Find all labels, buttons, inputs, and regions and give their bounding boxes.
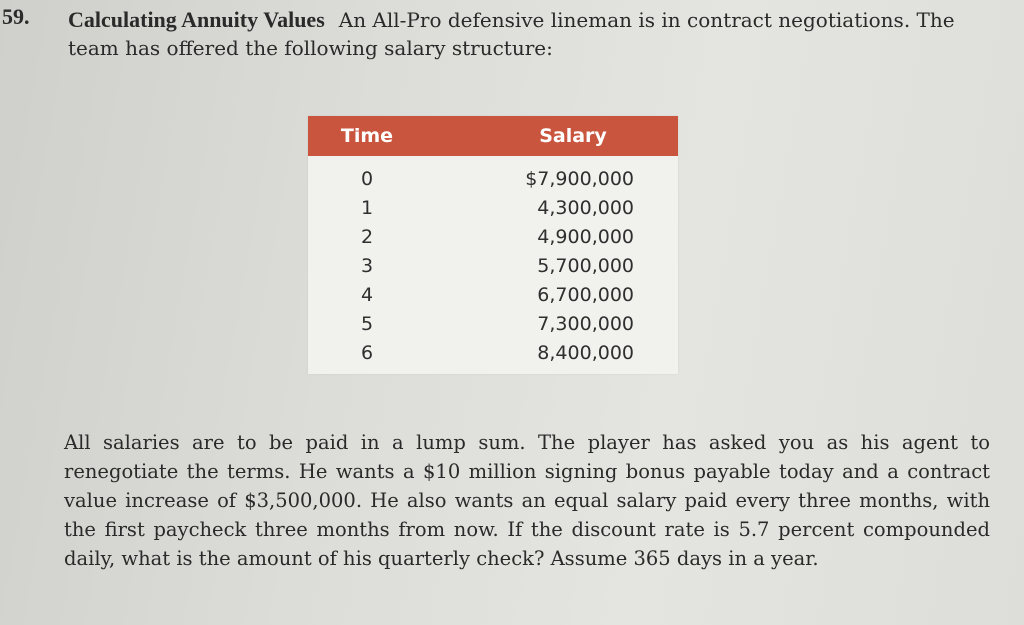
salary-cell: 6,700,000 (537, 284, 634, 306)
table-row (308, 168, 678, 197)
problem-number: 59. (2, 4, 30, 29)
salary-cell: 5,700,000 (537, 255, 634, 277)
salary-cell: 8,400,000 (537, 342, 634, 364)
salary-table (308, 116, 678, 374)
salary-cell: $7,900,000 (525, 168, 634, 190)
table-row (308, 342, 678, 371)
problem-intro (68, 6, 998, 62)
salary-cell: 7,300,000 (537, 313, 634, 335)
header-time: Time (340, 125, 394, 147)
problem-title: Calculating Annuity Values (68, 7, 325, 32)
header-salary: Salary (539, 125, 607, 147)
table-row (308, 255, 678, 284)
table-row (308, 313, 678, 342)
problem-body: All salaries are to be paid in a lump sum. The player has asked you as his agent to renegotiate the terms. He wants a $10 million signing bonus payable today and a contract value increase of $3,500,000. He also wants an equal salary paid every three months, with the first paycheck three months from now. If the discount rate is 5.7 percent compounded daily, what is the amount of his quarterly check? Assume 365 days in a year. (64, 431, 990, 570)
table-body (308, 168, 678, 371)
time-cell: 6 (360, 342, 374, 364)
time-cell: 0 (360, 168, 374, 190)
time-cell: 2 (360, 226, 374, 248)
table-header (308, 116, 678, 156)
time-cell: 1 (360, 197, 374, 219)
time-cell: 3 (360, 255, 374, 277)
salary-cell: 4,300,000 (537, 197, 634, 219)
time-cell: 4 (360, 284, 374, 306)
table-row (308, 197, 678, 226)
salary-cell: 4,900,000 (537, 226, 634, 248)
table-row (308, 284, 678, 313)
table-row (308, 226, 678, 255)
time-cell: 5 (360, 313, 374, 335)
problem-intro-text: An All-Pro defensive lineman is in contract negotiations. The team has offered the following salary structure: (68, 8, 955, 60)
